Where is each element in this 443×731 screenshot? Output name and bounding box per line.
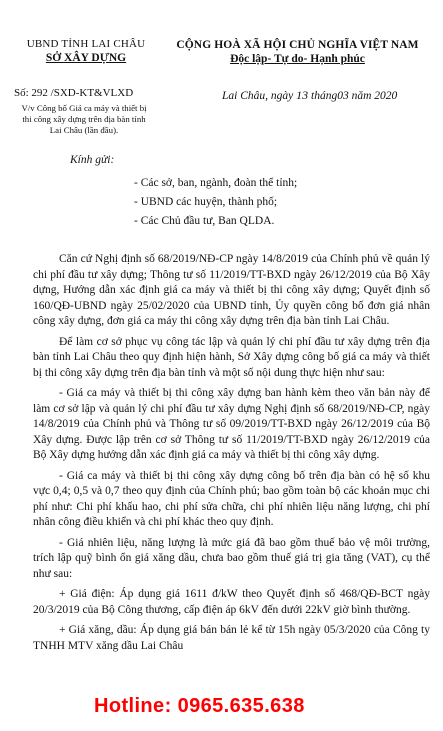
department-name-text: SỞ XÂY DỰNG: [45, 52, 127, 64]
body-paragraph: - Giá ca máy và thiết bị thi công xây dựng công bố trên địa bàn có hệ số khu vực 0,4; 0,5 và 0,7 theo quy định của Chính phủ; bao gồm toàn bộ các khoản mục chi phí như: Chi phí khấu hao, chi phí sửa chữa, chi phí nhiên liệu năng lượng, chi phí nhân công điều khiển và chi phí khác theo quy định.: [33, 469, 430, 528]
body-paragraph: + Giá xăng, dầu: Áp dụng giá bán bán lẻ kể từ 15h ngày 05/3/2020 của Công ty TNHH MTV xăng dầu Lai Châu: [33, 624, 430, 652]
body-paragraph: + Giá điện: Áp dụng giá 1611 đ/kW theo Quyết định số 468/QĐ-BCT ngày 20/3/2019 của Bộ Công thương, cấp điện áp 6kV đến dưới 22kV giờ bình thường.: [33, 588, 430, 616]
national-header: [160, 38, 435, 66]
body-paragraph: Căn cứ Nghị định số 68/2019/NĐ-CP ngày 14/8/2019 của Chính phủ về quản lý chi phí đầu tư xây dựng; Thông tư số 11/2019/TT-BXD ngày 26/12/2019 của Bộ Xây dựng, Hướng dẫn xác định giá ca máy và thiết bị thi công xây dựng; Quyết định số 160/QĐ-UBND ngày 25/02/2020 của UBND tỉnh, Ủy quyền công bố đơn giá nhân công xây dựng, đơn giá ca máy thi công xây dựng trên địa bàn tỉnh Lai Châu.: [33, 253, 430, 327]
salutation: Kính gửi:: [70, 154, 115, 166]
department-name: [12, 51, 160, 65]
document-subject: V/v Công bố Giá ca máy và thiết bị thi công xây dựng trên địa bàn tỉnh Lai Châu (lần đầu).: [21, 103, 147, 135]
document-body: [33, 252, 430, 659]
body-paragraph: Để làm cơ sở phục vụ công tác lập và quản lý chi phí đầu tư xây dựng trên địa bàn tỉnh Lai Châu theo quy định hiện hành, Sở Xây dựng công bố giá ca máy và thiết bị thi công xây dựng trên địa bàn tỉnh và một số nội dung thực hiện như sau:: [33, 335, 430, 379]
recipient-item: - Các Chủ đầu tư, Ban QLDA.: [134, 215, 275, 227]
hotline-banner: Hotline: 0965.635.638: [94, 695, 305, 717]
document-number: Số: 292 /SXD-KT&VLXD: [14, 87, 134, 99]
national-motto: Độc lập- Tự do- Hạnh phúc: [230, 53, 365, 65]
recipient-item: - Các sở, ban, ngành, đoàn thể tỉnh;: [134, 177, 298, 189]
date-prefix: Lai Châu, ngày: [222, 90, 294, 102]
issuing-agency: [12, 38, 160, 65]
recipient-item: - UBND các huyện, thành phố;: [134, 196, 278, 208]
province-committee: UBND TỈNH LAI CHÂU: [26, 38, 146, 50]
issue-date: [222, 88, 397, 103]
nation-title: CỘNG HOÀ XÃ HỘI CHỦ NGHĨA VIỆT NAM: [176, 39, 419, 51]
body-paragraph: - Giá nhiên liệu, năng lượng là mức giá đã bao gồm thuế bảo vệ môi trường, trích lập quỹ bình ổn giá xăng dầu, chưa bao gồm thuế giá trị gia tăng (VAT), cụ thể như sau:: [33, 536, 430, 580]
date-month-year: tháng03 năm 2020: [311, 90, 398, 102]
body-paragraph: - Giá ca máy và thiết bị thi công xây dựng ban hành kèm theo văn bản này để làm cơ sở lập và quản lý chi phí đầu tư xây dựng Nghị định số 68/2019/NĐ-CP, ngày 14/8/2019 của Chính phủ và Thông tư số 09/2019/TT-BXD ngày 26/12/2019 của Bộ Xây dựng. Được lập trên cơ sở Thông tư số 11/2019/TT-BXD ngày 26/12/2019 của Bộ Xây dựng hướng dẫn xác định giá ca máy và thiết bị thi công xây dựng.: [33, 387, 430, 461]
date-day: 13: [296, 88, 309, 102]
